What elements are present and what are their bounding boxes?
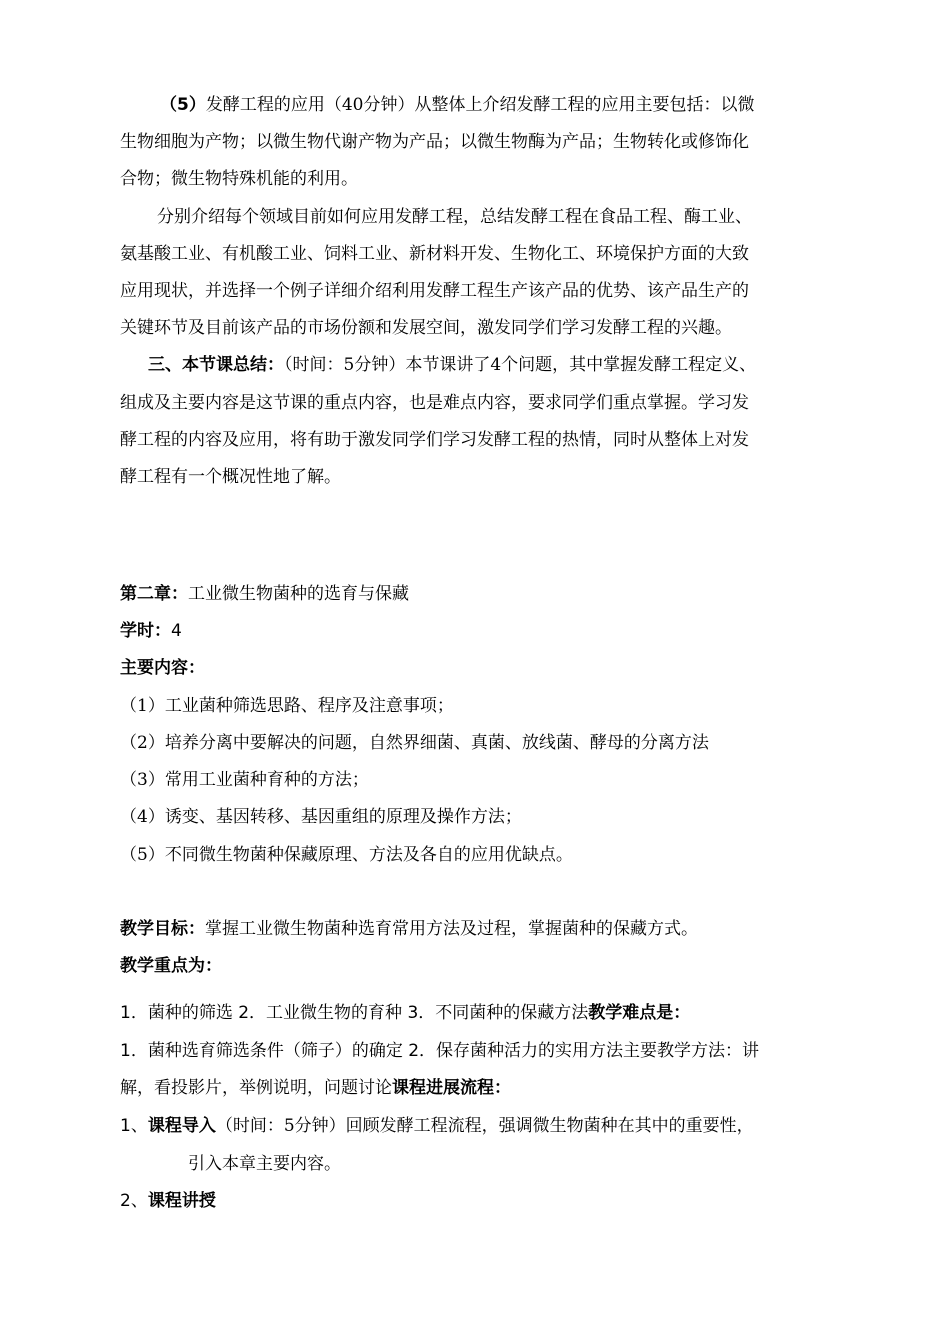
- para2-line3: 应用现状，并选择一个例子详细介绍利用发酵工程生产该产品的优势、该产品生产的: [120, 281, 749, 301]
- difficulty-text: 解，看投影片，举例说明，问题讨论: [120, 1078, 392, 1098]
- chapter-heading: [120, 582, 409, 606]
- summary-line2: 组成及主要内容是这节课的重点内容，也是难点内容，要求同学们重点掌握。学习发: [120, 393, 749, 413]
- content-label: 主要内容：: [120, 658, 205, 678]
- hours-value: 4: [171, 621, 182, 641]
- hours-label: 学时：: [120, 621, 171, 641]
- difficulty-line1: 1．菌种选育筛选条件（筛子）的确定 2．保存菌种活力的实用方法主要教学方法：讲: [120, 1041, 760, 1061]
- content-item-4: （4）诱变、基因转移、基因重组的原理及操作方法；: [120, 807, 522, 827]
- summary-text: （时间：5分钟）本节课讲了4个问题，其中掌握发酵工程定义、: [284, 355, 757, 375]
- chapter-label: 第二章：: [120, 584, 188, 604]
- flow-step1-label: 课程导入: [147, 1116, 216, 1136]
- para1-number: （5）: [160, 95, 206, 115]
- flow-step2-num: 2、: [120, 1191, 148, 1211]
- summary-label: 三、本节课总结：: [148, 355, 284, 375]
- content-item-5: （5）不同微生物菌种保藏原理、方法及各自的应用优缺点。: [120, 845, 573, 865]
- goals-text: 掌握工业微生物菌种选育常用方法及过程，掌握菌种的保藏方式。: [205, 919, 698, 939]
- summary-line4: 酵工程有一个概况性地了解。: [120, 467, 341, 487]
- content-item-3: （3）常用工业菌种育种的方法；: [120, 770, 369, 790]
- para1-line3: 合物；微生物特殊机能的利用。: [120, 169, 358, 189]
- key-points-label: 教学重点为：: [120, 956, 222, 976]
- content-item-1: （1）工业菌种筛选思路、程序及注意事项；: [120, 696, 454, 716]
- difficulty-label: 教学难点是：: [588, 1003, 691, 1023]
- para1-heading: 发酵工程的应用（40分钟）: [205, 95, 415, 115]
- para1-line2: 生物细胞为产物；以微生物代谢产物为产品；以微生物酶为产品；生物转化或修饰化: [120, 132, 749, 152]
- summary-line1: [148, 353, 756, 377]
- flow-step2: [120, 1189, 216, 1213]
- flow-step2-label: 课程讲授: [147, 1191, 216, 1211]
- para2-line1: 分别介绍每个领域目前如何应用发酵工程，总结发酵工程在食品工程、酶工业、: [157, 207, 752, 227]
- para2-line2: 氨基酸工业、有机酸工业、饲料工业、新材料开发、生物化工、环境保护方面的大致: [120, 244, 749, 264]
- key-points-line: [120, 1001, 690, 1025]
- chapter-hours: [120, 619, 182, 643]
- flow-step1: [120, 1114, 754, 1138]
- flow-step1-text: （时间：5分钟）回顾发酵工程流程，强调微生物菌种在其中的重要性，: [215, 1116, 754, 1136]
- key-points-text: 1．菌种的筛选 2．工业微生物的育种 3．不同菌种的保藏方法: [120, 1003, 589, 1023]
- goals-line: [120, 917, 698, 941]
- summary-line3: 酵工程的内容及应用，将有助于激发同学们学习发酵工程的热情，同时从整体上对发: [120, 430, 749, 450]
- flow-label: 课程进展流程：: [392, 1078, 511, 1098]
- flow-step1-line2: 引入本章主要内容。: [188, 1154, 341, 1174]
- chapter-title: 工业微生物菌种的选育与保藏: [188, 584, 409, 604]
- para2-line4: 关键环节及目前该产品的市场份额和发展空间，激发同学们学习发酵工程的兴趣。: [120, 318, 732, 338]
- content-item-2: （2）培养分离中要解决的问题，自然界细菌、真菌、放线菌、酵母的分离方法: [120, 733, 709, 753]
- goals-label: 教学目标：: [120, 919, 205, 939]
- flow-step1-num: 1、: [120, 1116, 148, 1136]
- para1-line1: [160, 93, 754, 117]
- para1-text: 从整体上介绍发酵工程的应用主要包括：以微: [414, 95, 755, 115]
- difficulty-line2: [120, 1076, 511, 1100]
